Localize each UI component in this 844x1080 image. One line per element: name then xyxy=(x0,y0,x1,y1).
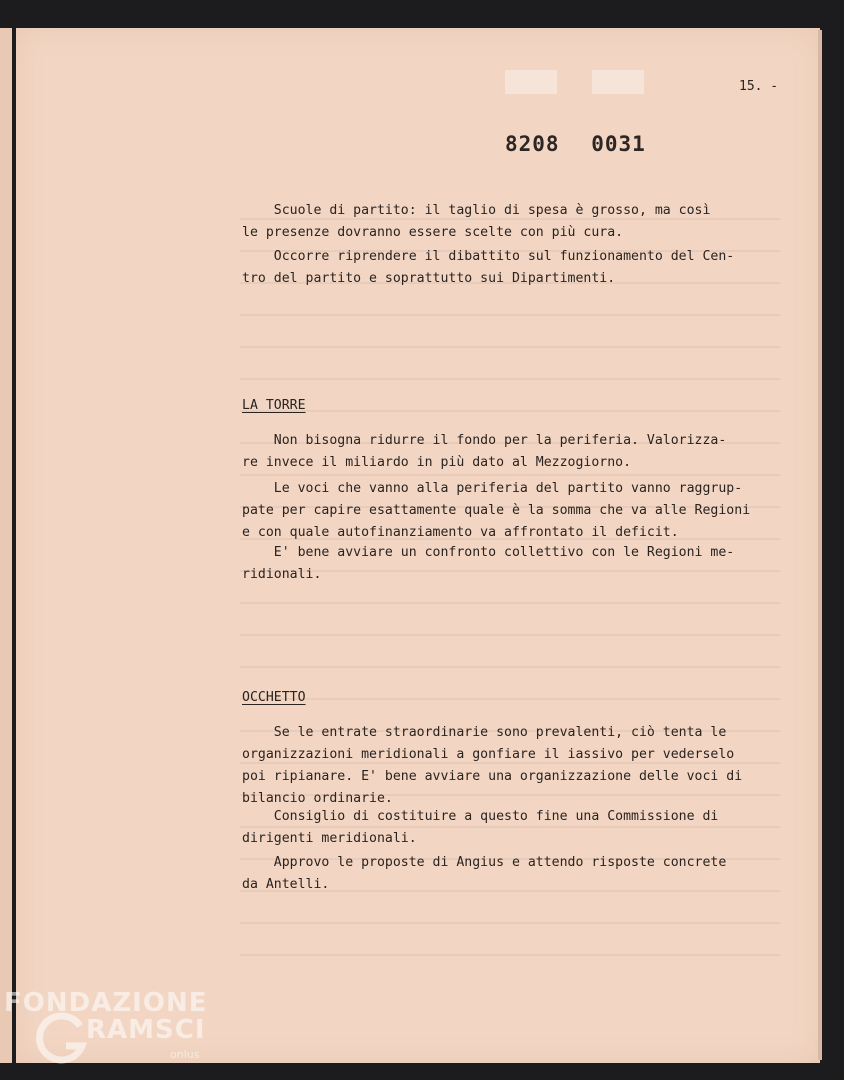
paragraph-latorre-1: Non bisogna ridurre il fondo per la periferia. Valorizza- re invece il miliardo in più dato al Mezzogiorno. xyxy=(242,433,727,470)
watermark-line-3: onlus xyxy=(170,1048,200,1061)
page-number: 15. - xyxy=(739,79,779,94)
paragraph-occhetto-1: Se le entrate straordinarie sono prevalenti, ciò tenta le organizzazioni meridionali a gonfiare il iassivo per vederselo poi ripianare. E' bene avviare una organizzazione delle voci di bilancio ordinarie. xyxy=(242,725,743,806)
page-edge xyxy=(818,30,822,1060)
watermark-line-2: RAMSCI xyxy=(86,1015,206,1045)
document-code-stamp: 8208 0031 xyxy=(505,132,646,156)
bleed-through-mark xyxy=(505,70,557,94)
adjacent-page-edge xyxy=(0,28,12,1063)
paragraph-centro: Occorre riprendere il dibattito sul funzionamento del Cen- tro del partito e soprattutto sui Dipartimenti. xyxy=(242,249,735,286)
paragraph-scuole: Scuole di partito: il taglio di spesa è grosso, ma così le presenze dovranno essere scelte con più cura. xyxy=(242,203,711,240)
paragraph-latorre-2: Le voci che vanno alla periferia del partito vanno raggrup- pate per capire esattamente quale è la somma che va alle Regioni e con quale autofinanziamento va affrontato il deficit. xyxy=(242,481,751,540)
fondazione-gramsci-watermark xyxy=(0,988,215,1080)
section-heading-la-torre: LA TORRE xyxy=(242,398,306,413)
watermark-line-1: FONDAZIONE xyxy=(4,988,208,1018)
gramsci-g-logo-icon xyxy=(36,1012,90,1066)
paragraph-occhetto-3: Approvo le proposte di Angius e attendo risposte concrete da Antelli. xyxy=(242,855,727,892)
section-heading-occhetto: OCCHETTO xyxy=(242,690,306,705)
bleed-through-mark xyxy=(592,70,644,94)
paragraph-occhetto-2: Consiglio di costituire a questo fine una Commissione di dirigenti meridionali. xyxy=(242,809,719,846)
paragraph-latorre-3: E' bene avviare un confronto collettivo con le Regioni me- ridionali. xyxy=(242,545,735,582)
